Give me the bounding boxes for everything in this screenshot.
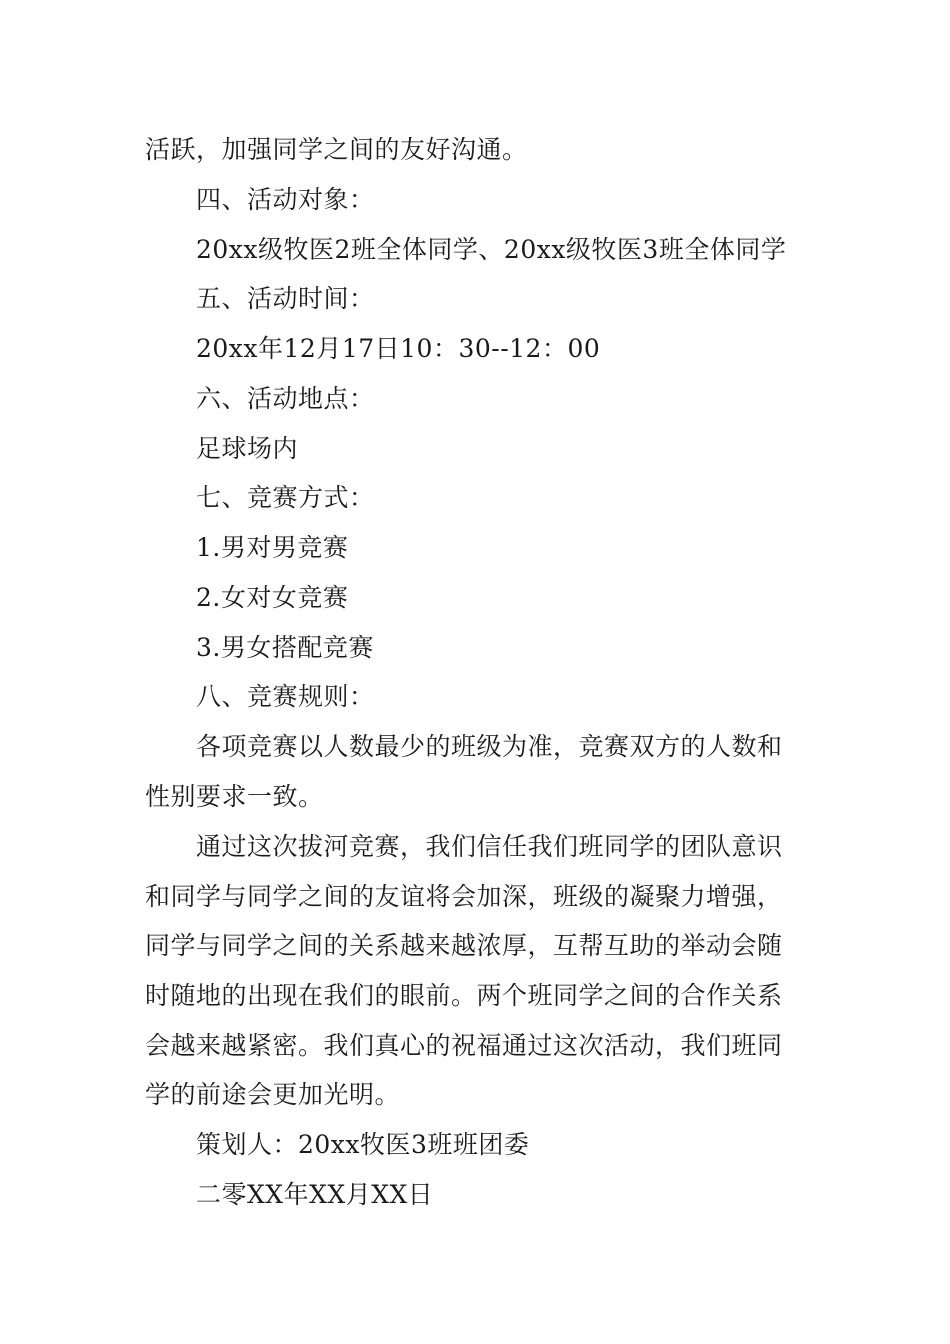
list-item: 2.女对女竞赛: [196, 583, 349, 612]
text-line: 会越来越紧密。我们真心的祝福通过这次活动，我们班同: [145, 1031, 783, 1060]
text-line: 20xx年12月17日10：30--12：00: [196, 334, 601, 363]
list-item: 3.男女搭配竞赛: [196, 633, 374, 662]
text-line: 和同学与同学之间的友谊将会加深，班级的凝聚力增强，: [145, 882, 783, 911]
section-heading-time: 五、活动时间：: [196, 284, 375, 313]
text-line: 学的前途会更加光明。: [145, 1080, 401, 1109]
text-line: 活跃，加强同学之间的友好沟通。: [145, 135, 528, 164]
planner-line: 策划人：20xx牧医3班班团委: [196, 1130, 530, 1159]
section-heading-format: 七、竞赛方式：: [196, 483, 375, 512]
text-line: 时随地的出现在我们的眼前。两个班同学之间的合作关系: [145, 981, 783, 1010]
list-item: 1.男对男竞赛: [196, 533, 349, 562]
text-line: 同学与同学之间的关系越来越浓厚，互帮互助的举动会随: [145, 931, 783, 960]
text-line: 足球场内: [196, 434, 299, 463]
text-line: 各项竞赛以人数最少的班级为准，竞赛双方的人数和: [196, 732, 783, 761]
section-heading-rules: 八、竞赛规则：: [196, 682, 375, 711]
text-line: 性别要求一致。: [145, 782, 324, 811]
date-line: 二零XX年XX月XX日: [196, 1180, 434, 1209]
section-heading-audience: 四、活动对象：: [196, 185, 375, 214]
text-line: 20xx级牧医2班全体同学、20xx级牧医3班全体同学: [196, 235, 787, 264]
section-heading-location: 六、活动地点：: [196, 384, 375, 413]
text-line: 通过这次拔河竞赛，我们信任我们班同学的团队意识: [196, 832, 783, 861]
